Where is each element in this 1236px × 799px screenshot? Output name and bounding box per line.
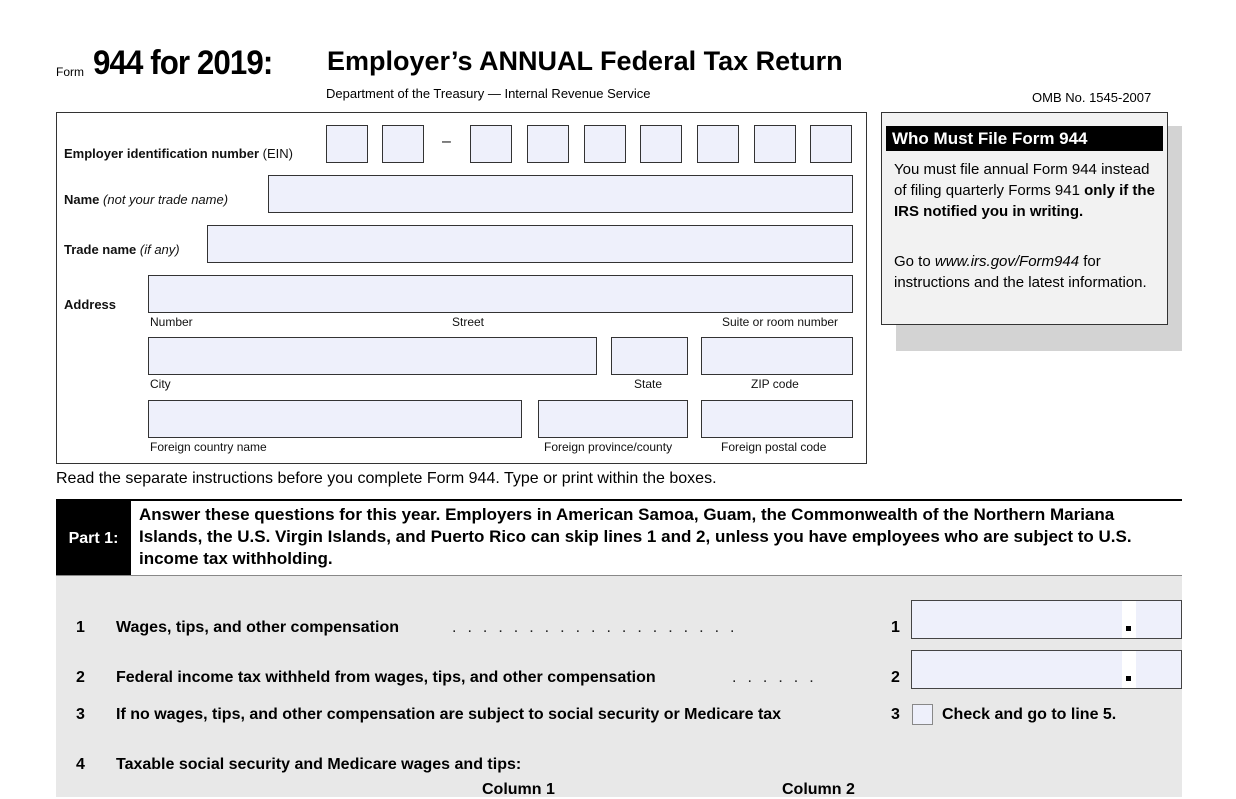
line2-ref: 2 — [891, 669, 900, 686]
ein-digit-4[interactable] — [527, 125, 569, 163]
line3-ref: 3 — [891, 706, 900, 723]
who-must-file-heading: Who Must File Form 944 — [886, 126, 1163, 151]
line1-leader-dots: ................... — [452, 619, 746, 636]
who-must-file-para2 — [894, 251, 1166, 293]
department-line: Department of the Treasury — Internal Revenue Service — [326, 86, 651, 101]
line2-amount-field[interactable] — [911, 650, 1182, 689]
para1-bold: only if the IRS notified you in writing. — [894, 182, 1155, 220]
ein-digit-7[interactable] — [697, 125, 739, 163]
form-number: 944 for 2019: — [93, 44, 273, 82]
trade-name-label-text: Trade name — [64, 242, 137, 257]
part1-label: Part 1: — [56, 501, 131, 576]
number-sublabel: Number — [150, 315, 193, 329]
para1-text: You must file annual Form 944 instead of filing quarterly Forms 941 — [894, 161, 1150, 199]
decimal-point — [1126, 626, 1131, 631]
form-label: Form — [56, 65, 84, 79]
foreign-postal-field[interactable] — [701, 400, 853, 438]
name-label — [64, 192, 228, 207]
cents-separator — [1122, 651, 1136, 688]
line1-text: Wages, tips, and other compensation — [116, 619, 399, 636]
para2-pre: Go to — [894, 253, 931, 270]
ein-dash: – — [442, 133, 451, 150]
column1-header: Column 1 — [482, 781, 555, 798]
ein-digit-9[interactable] — [810, 125, 852, 163]
foreign-country-sublabel: Foreign country name — [150, 440, 267, 454]
ein-digit-8[interactable] — [754, 125, 796, 163]
line4-text: Taxable social security and Medicare wages and tips: — [116, 756, 522, 773]
ein-digit-2[interactable] — [382, 125, 424, 163]
decimal-point — [1126, 676, 1131, 681]
suite-sublabel: Suite or room number — [722, 315, 839, 329]
name-label-text: Name — [64, 192, 100, 207]
ein-label — [64, 146, 293, 161]
ein-digit-3[interactable] — [470, 125, 512, 163]
street-sublabel: Street — [452, 315, 485, 329]
trade-name-label — [64, 242, 180, 257]
ein-digit-6[interactable] — [640, 125, 682, 163]
ein-digit-5[interactable] — [584, 125, 626, 163]
zip-sublabel: ZIP code — [751, 377, 799, 391]
omb-number: OMB No. 1545-2007 — [1032, 90, 1152, 105]
part1-top-rule — [56, 499, 1182, 501]
instructions-text: Read the separate instructions before you complete Form 944. Type or print within the boxes. — [56, 470, 717, 487]
line1-ref: 1 — [891, 619, 900, 636]
foreign-province-sublabel: Foreign province/county — [544, 440, 673, 454]
ein-label-suffix: (EIN) — [262, 146, 293, 161]
foreign-country-field[interactable] — [148, 400, 522, 438]
zip-field[interactable] — [701, 337, 853, 375]
state-sublabel: State — [634, 377, 663, 391]
line3-number: 3 — [76, 706, 85, 723]
city-sublabel: City — [150, 377, 171, 391]
line3-check-label: Check and go to line 5. — [942, 706, 1117, 723]
line4-number: 4 — [76, 756, 85, 773]
line1-number: 1 — [76, 619, 85, 636]
cents-separator — [1122, 601, 1136, 638]
para2-post: for instructions and the latest information. — [894, 253, 1147, 291]
line2-text: Federal income tax withheld from wages, tips, and other compensation — [116, 669, 656, 686]
line3-text: If no wages, tips, and other compensation are subject to social security or Medicare tax — [116, 706, 782, 723]
ein-digit-1[interactable] — [326, 125, 368, 163]
line2-leader-dots: ...... — [732, 669, 825, 686]
name-label-hint: (not your trade name) — [103, 192, 229, 207]
line2-number: 2 — [76, 669, 85, 686]
line1-amount-field[interactable] — [911, 600, 1182, 639]
foreign-province-field[interactable] — [538, 400, 688, 438]
foreign-postal-sublabel: Foreign postal code — [721, 440, 827, 454]
trade-name-label-hint: (if any) — [139, 242, 180, 257]
state-field[interactable] — [611, 337, 688, 375]
ein-label-text: Employer identification number — [64, 146, 260, 161]
form-title: Employer’s ANNUAL Federal Tax Return — [327, 46, 843, 76]
line3-checkbox[interactable] — [912, 704, 933, 725]
city-field[interactable] — [148, 337, 597, 375]
column2-header: Column 2 — [782, 781, 855, 798]
who-must-file-para1 — [894, 159, 1166, 222]
street-address-field[interactable] — [148, 275, 853, 313]
part1-instructions: Answer these questions for this year. Employers in American Samoa, Guam, the Commonwealth of the Northern Mariana Islands, the U.S. Virgin Islands, and Puerto Rico can skip lines 1 and 2, unless you have employees who are subject to U.S. income tax withholding. — [139, 505, 1132, 568]
name-field[interactable] — [268, 175, 853, 213]
irs-form944-link[interactable]: www.irs.gov/Form944 — [934, 253, 1080, 270]
address-label: Address — [64, 297, 117, 312]
trade-name-field[interactable] — [207, 225, 853, 263]
